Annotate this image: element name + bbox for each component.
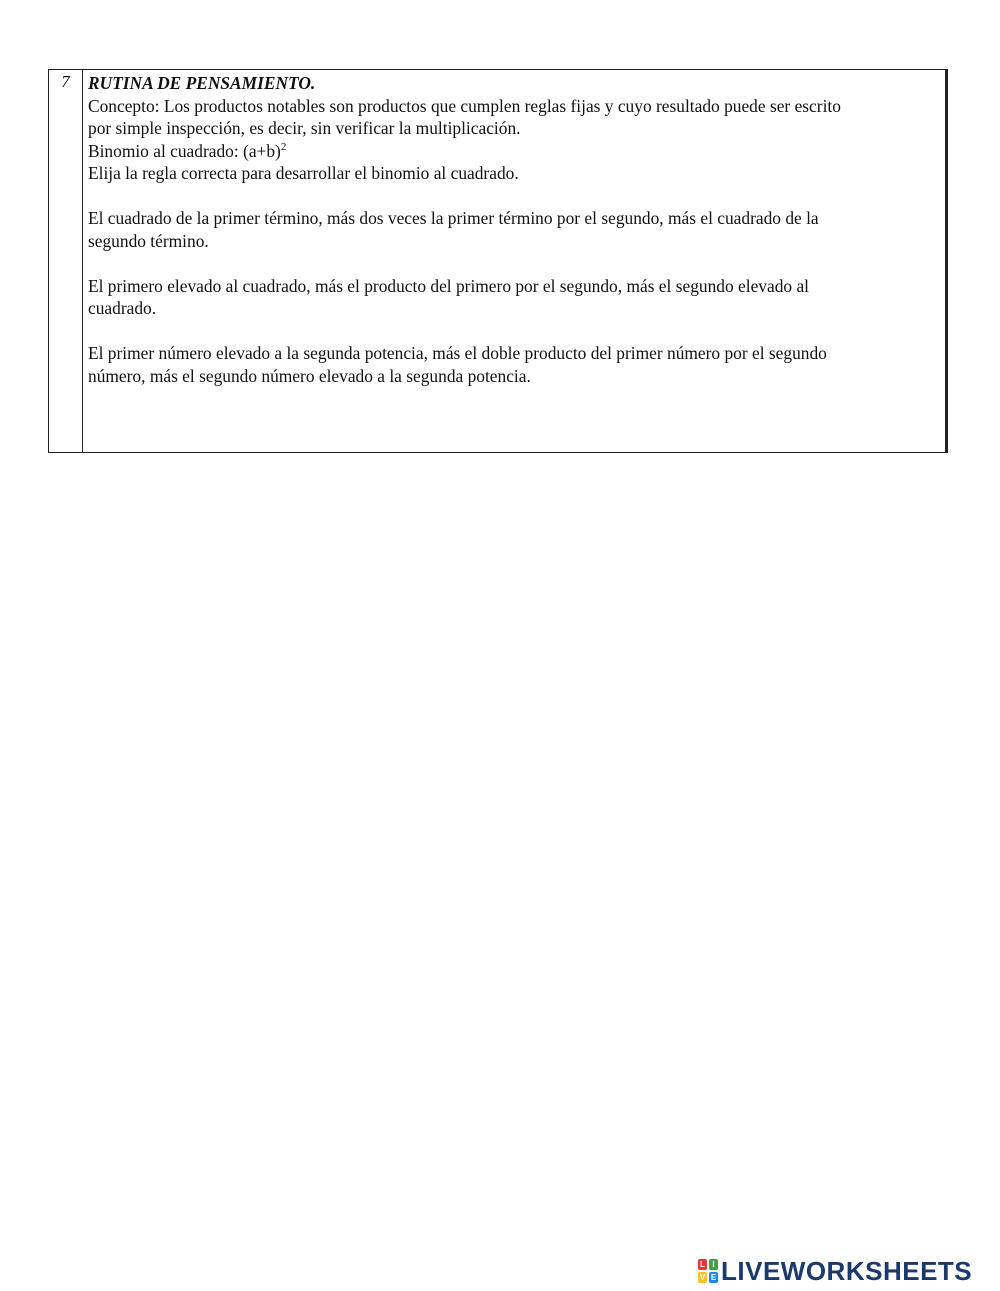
instruction-text: Elija la regla correcta para desarrollar el binomio al cuadrado. xyxy=(88,163,519,183)
binomial-label: Binomio al cuadrado: (a+b) xyxy=(88,140,281,161)
brand-text: LIVEWORKSHEETS xyxy=(721,1255,973,1286)
answer-option-1[interactable] xyxy=(88,207,937,252)
question-content xyxy=(83,70,945,452)
binomial-exponent: 2 xyxy=(280,140,287,153)
logo-letter-e: E xyxy=(710,1273,717,1282)
liveworksheets-brand xyxy=(697,1257,972,1285)
option-3-line-1: El primer número elevado a la segunda potencia, más el doble producto del primer número por el segundo xyxy=(88,343,827,363)
binomial-formula xyxy=(88,140,937,163)
question-number: 7 xyxy=(49,70,83,452)
question-title: RUTINA DE PENSAMIENTO. xyxy=(88,73,316,93)
option-1-line-2: segundo término. xyxy=(88,230,209,251)
option-2-line-2: cuadrado. xyxy=(88,298,157,318)
answer-option-2[interactable] xyxy=(88,275,937,320)
question-table xyxy=(48,69,948,453)
option-1-line-1: El cuadrado de la primer término, más dos veces la primer término por el segundo, más el cuadrado de la xyxy=(88,208,819,228)
logo-letter-i: I xyxy=(709,1259,718,1270)
concept-line-2: por simple inspección, es decir, sin verificar la multiplicación. xyxy=(88,118,521,138)
concept-line-1: Concepto: Los productos notables son productos que cumplen reglas fijas y cuyo resultado puede ser escrito xyxy=(88,95,841,116)
answer-option-3[interactable] xyxy=(88,342,937,387)
logo-letter-l: L xyxy=(698,1259,707,1270)
option-2-line-1: El primero elevado al cuadrado, más el producto del primero por el segundo, más el segundo elevado al xyxy=(88,275,809,296)
logo-letter-v: V xyxy=(699,1273,706,1282)
option-3-line-2: número, más el segundo número elevado a la segunda potencia. xyxy=(88,365,531,386)
liveworksheets-logo-icon xyxy=(697,1258,719,1284)
